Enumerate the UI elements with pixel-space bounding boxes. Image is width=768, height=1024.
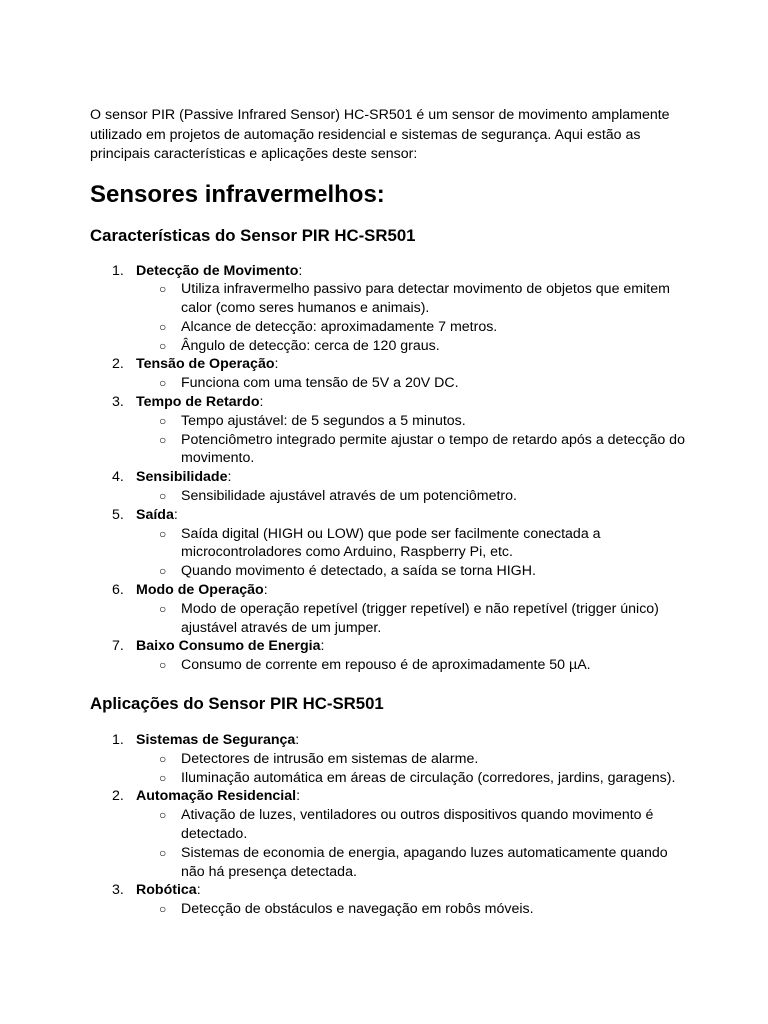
bullet-circle-icon: ○ <box>159 432 167 447</box>
item-title: Tensão de Operação <box>136 356 275 373</box>
bullet-circle-icon: ○ <box>159 282 167 297</box>
item-title: Sensibilidade <box>136 469 228 486</box>
list-item: 2. Automação Residencial: ○ Ativação de luzes, ventiladores ou outros dispositivos quando movimento é detectado. ○ Sistemas de economia de energia, apagando luzes automaticamente quando não há presença detectada. <box>90 787 690 881</box>
bullet-circle-icon: ○ <box>159 526 167 541</box>
item-title: Automação Residencial <box>136 788 297 805</box>
list-item: 3. Tempo de Retardo: ○ Tempo ajustável: de 5 segundos a 5 minutos. ○ Potenciômetro integrado permite ajustar o tempo de retardo após a detecção do movimento. <box>90 393 690 468</box>
sub-item-text: Utiliza infravermelho passivo para detectar movimento de objetos que emitem calor (como seres humanos e animais). <box>181 281 670 317</box>
sub-item-text: Iluminação automática em áreas de circulação (corredores, jardins, garagens). <box>181 769 676 786</box>
bullet-circle-icon: ○ <box>159 564 167 579</box>
sub-item-text: Ângulo de detecção: cerca de 120 graus. <box>181 337 440 354</box>
sub-item-text: Quando movimento é detectado, a saída se torna HIGH. <box>181 563 536 580</box>
list-item: 1. Sistemas de Segurança: ○ Detectores de intrusão em sistemas de alarme. ○ Iluminação automática em áreas de circulação (corredores, jardins, garagens). <box>90 731 690 787</box>
list-item: 2. Tensão de Operação: ○ Funciona com uma tensão de 5V a 20V DC. <box>90 355 690 393</box>
sub-item-text: Detectores de intrusão em sistemas de alarme. <box>181 750 479 767</box>
sub-item-text: Detecção de obstáculos e navegação em robôs móveis. <box>181 901 534 918</box>
item-number: 3. <box>112 394 124 411</box>
item-title: Modo de Operação <box>136 582 264 599</box>
bullet-circle-icon: ○ <box>159 845 167 860</box>
sub-item-text: Sensibilidade ajustável através de um potenciômetro. <box>181 488 517 505</box>
sub-item <box>90 318 690 337</box>
bullet-circle-icon: ○ <box>159 902 167 917</box>
sub-item <box>90 844 690 882</box>
bullet-circle-icon: ○ <box>159 489 167 504</box>
sub-item <box>90 900 690 919</box>
document-page <box>90 106 690 919</box>
item-number: 2. <box>112 788 124 805</box>
section-heading-applications: Aplicações do Sensor PIR HC-SR501 <box>90 694 384 714</box>
page-heading: Sensores infravermelhos: <box>90 180 385 208</box>
sub-item <box>90 412 690 431</box>
bullet-circle-icon: ○ <box>159 770 167 785</box>
bullet-circle-icon: ○ <box>159 751 167 766</box>
bullet-circle-icon: ○ <box>159 601 167 616</box>
list-item: 3. Robótica: ○ Detecção de obstáculos e navegação em robôs móveis. <box>90 881 690 919</box>
applications-list <box>90 731 690 919</box>
sub-item <box>90 431 690 469</box>
sub-item <box>90 525 690 563</box>
item-number: 3. <box>112 882 124 899</box>
item-title: Sistemas de Segurança <box>136 732 296 749</box>
item-number: 7. <box>112 638 124 655</box>
item-title: Saída <box>136 506 174 523</box>
sub-item <box>90 374 690 393</box>
list-item: 6. Modo de Operação: ○ Modo de operação repetível (trigger repetível) e não repetível (trigger único) ajustável através de um jumper. <box>90 581 690 637</box>
item-title: Tempo de Retardo <box>136 394 260 411</box>
list-item: 7. Baixo Consumo de Energia: ○ Consumo de corrente em repouso é de aproximadamente 50 µA. <box>90 637 690 675</box>
features-list <box>90 262 690 676</box>
sub-item-text: Ativação de luzes, ventiladores ou outros dispositivos quando movimento é detectado. <box>181 807 654 843</box>
bullet-circle-icon: ○ <box>159 413 167 428</box>
sub-item-text: Modo de operação repetível (trigger repetível) e não repetível (trigger único) ajustável através de um jumper. <box>181 600 659 636</box>
sub-item <box>90 280 690 318</box>
sub-item <box>90 600 690 638</box>
item-number: 1. <box>112 732 124 749</box>
item-number: 4. <box>112 469 124 486</box>
sub-item-text: Tempo ajustável: de 5 segundos a 5 minutos. <box>181 412 466 429</box>
bullet-circle-icon: ○ <box>159 319 167 334</box>
item-number: 5. <box>112 506 124 523</box>
item-number: 6. <box>112 582 124 599</box>
list-item: 5. Saída: ○ Saída digital (HIGH ou LOW) que pode ser facilmente conectada a microcontroladores como Arduino, Raspberry Pi, etc. ○ Quando movimento é detectado, a saída se torna HIGH. <box>90 506 690 581</box>
sub-item <box>90 656 690 675</box>
list-item: 1. Detecção de Movimento: ○ Utiliza infravermelho passivo para detectar movimento de objetos que emitem calor (como seres humanos e animais). ○ Alcance de detecção: aproximadamente 7 metros. ○ Ângulo de detecção: cerca de 120 graus. <box>90 262 690 356</box>
section-heading-features: Características do Sensor PIR HC-SR501 <box>90 225 416 245</box>
sub-item-text: Funciona com uma tensão de 5V a 20V DC. <box>181 375 459 392</box>
item-number: 1. <box>112 262 124 279</box>
item-number: 2. <box>112 356 124 373</box>
bullet-circle-icon: ○ <box>159 808 167 823</box>
bullet-circle-icon: ○ <box>159 376 167 391</box>
item-title: Robótica <box>136 882 197 899</box>
list-item: 4. Sensibilidade: ○ Sensibilidade ajustável através de um potenciômetro. <box>90 468 690 506</box>
sub-item <box>90 337 690 356</box>
intro-paragraph: O sensor PIR (Passive Infrared Sensor) HC-SR501 é um sensor de movimento amplamente utilizado em projetos de automação residencial e sistemas de segurança. Aqui estão as principais características e aplicações deste sensor: <box>90 107 670 162</box>
sub-item <box>90 806 690 844</box>
sub-item-text: Potenciômetro integrado permite ajustar o tempo de retardo após a detecção do movimento. <box>181 431 685 467</box>
item-title: Baixo Consumo de Energia <box>136 638 321 655</box>
sub-item-text: Saída digital (HIGH ou LOW) que pode ser facilmente conectada a microcontroladores como Arduino, Raspberry Pi, etc. <box>181 525 601 561</box>
sub-item <box>90 562 690 581</box>
sub-item-text: Alcance de detecção: aproximadamente 7 metros. <box>181 318 498 335</box>
item-title: Detecção de Movimento <box>136 262 299 279</box>
sub-item-text: Sistemas de economia de energia, apagando luzes automaticamente quando não há presença detectada. <box>181 844 668 880</box>
bullet-circle-icon: ○ <box>159 338 167 353</box>
bullet-circle-icon: ○ <box>159 658 167 673</box>
sub-item <box>90 750 690 769</box>
sub-item-text: Consumo de corrente em repouso é de aproximadamente 50 µA. <box>181 657 591 674</box>
sub-item <box>90 487 690 506</box>
sub-item <box>90 769 690 788</box>
